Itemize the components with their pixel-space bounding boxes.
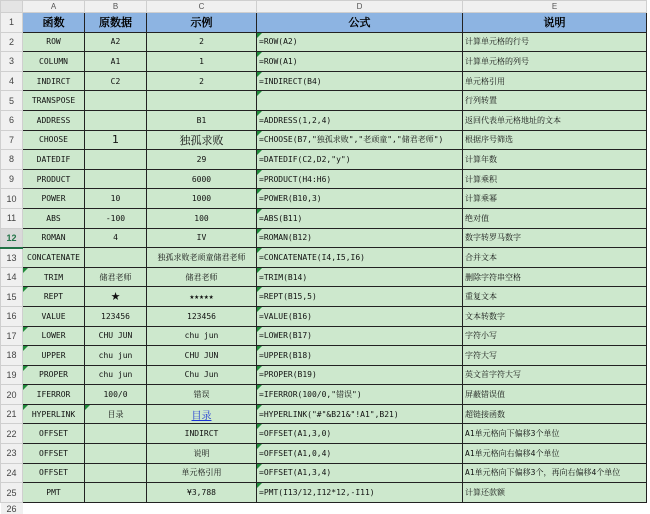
formula-cell[interactable]: =ROW(A1) [257, 52, 463, 72]
description-cell[interactable]: 屏蔽错误值 [463, 385, 647, 405]
table-row [1, 71, 647, 91]
table-row [1, 169, 647, 189]
table-row [1, 483, 647, 503]
description-cell[interactable]: 绝对值 [463, 208, 647, 228]
select-all-corner[interactable] [1, 1, 23, 13]
example-result-cell[interactable]: 说明 [147, 444, 257, 464]
function-name-cell[interactable]: OFFSET [23, 424, 85, 444]
source-data-cell[interactable]: C2 [85, 71, 147, 91]
row-number[interactable]: 7 [1, 130, 23, 150]
example-result-cell[interactable]: 1000 [147, 189, 257, 209]
table-row [1, 32, 647, 52]
row-number[interactable]: 8 [1, 150, 23, 170]
header-cell-description[interactable]: 说明 [463, 13, 647, 33]
description-cell[interactable]: 数字转罗马数字 [463, 228, 647, 248]
row-number[interactable]: 10 [1, 189, 23, 209]
formula-cell[interactable]: =INDIRECT(B4) [257, 71, 463, 91]
function-name-cell[interactable]: PRODUCT [23, 169, 85, 189]
hyperlink-cell[interactable]: 目录 [147, 404, 257, 424]
example-result-cell[interactable]: 单元格引用 [147, 463, 257, 483]
description-cell[interactable]: 计算单元格的列号 [463, 52, 647, 72]
example-result-cell[interactable]: Chu Jun [147, 365, 257, 385]
description-cell[interactable]: A1单元格向下偏移3个单位 [463, 424, 647, 444]
table-row [1, 424, 647, 444]
function-name-cell[interactable]: ADDRESS [23, 110, 85, 130]
header-cell-example[interactable]: 示例 [147, 13, 257, 33]
row-number[interactable]: 11 [1, 208, 23, 228]
row-number[interactable]: 14 [1, 267, 23, 287]
table-row [1, 110, 647, 130]
formula-cell[interactable]: =POWER(B10,3) [257, 189, 463, 209]
function-name-cell[interactable]: OFFSET [23, 463, 85, 483]
example-result-cell[interactable]: IV [147, 228, 257, 248]
filler-row [1, 502, 647, 514]
function-name-cell[interactable]: ROW [23, 32, 85, 52]
source-data-cell[interactable] [85, 91, 147, 111]
description-cell[interactable]: 计算乘幂 [463, 189, 647, 209]
description-cell[interactable]: 行列转置 [463, 91, 647, 111]
row-number[interactable]: 12 [1, 228, 23, 248]
example-result-cell[interactable]: 123456 [147, 306, 257, 326]
function-name-cell[interactable]: ROMAN [23, 228, 85, 248]
description-cell[interactable]: 返回代表单元格地址的文本 [463, 110, 647, 130]
example-result-cell[interactable]: chu jun [147, 326, 257, 346]
function-name-cell[interactable]: ABS [23, 208, 85, 228]
description-cell[interactable]: 英文首字符大写 [463, 365, 647, 385]
source-data-cell[interactable]: 100/0 [85, 385, 147, 405]
example-result-cell[interactable]: 独孤求败老顽童储君老师 [147, 248, 257, 268]
example-result-cell[interactable]: 独孤求败 [147, 130, 257, 150]
row-number[interactable]: 25 [1, 483, 23, 503]
description-cell[interactable]: 文本转数字 [463, 306, 647, 326]
source-data-cell[interactable] [85, 248, 147, 268]
source-data-cell[interactable] [85, 444, 147, 464]
empty-cell[interactable] [463, 502, 647, 514]
table-row [1, 385, 647, 405]
source-data-cell[interactable] [85, 110, 147, 130]
formula-cell[interactable]: =PMT(I13/12,I12*12,-I11) [257, 483, 463, 503]
example-result-cell[interactable]: 储君老师 [147, 267, 257, 287]
description-cell[interactable]: 计算还款额 [463, 483, 647, 503]
function-name-cell[interactable]: PROPER [23, 365, 85, 385]
example-result-cell[interactable]: ¥3,788 [147, 483, 257, 503]
row-number[interactable]: 20 [1, 385, 23, 405]
example-result-cell[interactable] [147, 91, 257, 111]
column-header-c[interactable]: C [147, 1, 257, 13]
source-data-cell[interactable] [85, 424, 147, 444]
description-cell[interactable]: 根据序号筛选 [463, 130, 647, 150]
source-data-cell[interactable] [85, 483, 147, 503]
example-result-cell[interactable]: CHU JUN [147, 346, 257, 366]
table-row [1, 130, 647, 150]
function-name-cell[interactable]: REPT [23, 287, 85, 307]
header-cell-formula[interactable]: 公式 [257, 13, 463, 33]
example-result-cell[interactable]: B1 [147, 110, 257, 130]
empty-cell[interactable] [147, 502, 257, 514]
formula-cell[interactable] [257, 91, 463, 111]
source-data-cell[interactable]: 10 [85, 189, 147, 209]
formula-cell[interactable]: =OFFSET(A1,3,0) [257, 424, 463, 444]
source-data-cell[interactable]: -100 [85, 208, 147, 228]
formula-cell[interactable]: =DATEDIF(C2,D2,"y") [257, 150, 463, 170]
row-number[interactable]: 24 [1, 463, 23, 483]
table-row [1, 150, 647, 170]
formula-cell[interactable]: =OFFSET(A1,3,4) [257, 463, 463, 483]
table-row [1, 306, 647, 326]
function-name-cell[interactable]: CHOOSE [23, 130, 85, 150]
example-result-cell[interactable]: INDIRCT [147, 424, 257, 444]
description-cell[interactable]: 计算乘积 [463, 169, 647, 189]
table-row [1, 189, 647, 209]
table-row [1, 287, 647, 307]
function-name-cell[interactable]: IFERROR [23, 385, 85, 405]
description-cell[interactable]: 单元格引用 [463, 71, 647, 91]
source-data-cell[interactable]: CHU JUN [85, 326, 147, 346]
example-result-cell[interactable]: 29 [147, 150, 257, 170]
table-row [1, 326, 647, 346]
example-result-cell[interactable]: ★★★★★ [147, 287, 257, 307]
example-result-cell[interactable]: 100 [147, 208, 257, 228]
column-header-d[interactable]: D [257, 1, 463, 13]
row-number[interactable]: 15 [1, 287, 23, 307]
empty-cell[interactable] [85, 502, 147, 514]
row-number[interactable]: 23 [1, 444, 23, 464]
example-result-cell[interactable]: 6000 [147, 169, 257, 189]
column-header-e[interactable]: E [463, 1, 647, 13]
row-number[interactable]: 22 [1, 424, 23, 444]
function-name-cell[interactable]: DATEDIF [23, 150, 85, 170]
source-data-cell[interactable] [85, 150, 147, 170]
formula-cell[interactable]: =PROPER(B19) [257, 365, 463, 385]
function-name-cell[interactable]: PMT [23, 483, 85, 503]
row-number[interactable]: 17 [1, 326, 23, 346]
row-number[interactable]: 13 [1, 248, 23, 268]
table-row [1, 346, 647, 366]
example-result-cell[interactable]: 2 [147, 71, 257, 91]
formula-cell[interactable]: =ROW(A2) [257, 32, 463, 52]
example-result-cell[interactable]: 1 [147, 52, 257, 72]
row-number[interactable]: 9 [1, 169, 23, 189]
formula-cell[interactable]: =ABS(B11) [257, 208, 463, 228]
source-data-cell[interactable]: 123456 [85, 306, 147, 326]
example-result-cell[interactable]: 错误 [147, 385, 257, 405]
table-row [1, 444, 647, 464]
source-data-cell[interactable]: A2 [85, 32, 147, 52]
source-data-cell[interactable]: chu jun [85, 346, 147, 366]
row-number[interactable]: 1 [1, 13, 23, 33]
function-name-cell[interactable]: OFFSET [23, 444, 85, 464]
function-name-cell[interactable]: HYPERLINK [23, 404, 85, 424]
formula-cell[interactable]: =ADDRESS(1,2,4) [257, 110, 463, 130]
function-name-cell[interactable]: COLUMN [23, 52, 85, 72]
empty-cell[interactable] [257, 502, 463, 514]
header-cell-source[interactable]: 原数据 [85, 13, 147, 33]
row-number[interactable]: 2 [1, 32, 23, 52]
function-name-cell[interactable]: POWER [23, 189, 85, 209]
function-name-cell[interactable]: VALUE [23, 306, 85, 326]
row-number[interactable]: 6 [1, 110, 23, 130]
source-data-cell[interactable]: chu jun [85, 365, 147, 385]
description-cell[interactable]: 计算年数 [463, 150, 647, 170]
description-cell[interactable]: 字符小写 [463, 326, 647, 346]
source-data-cell[interactable]: 1 [85, 130, 147, 150]
description-cell[interactable]: A1单元格向下偏移3个，再向右偏移4个单位 [463, 463, 647, 483]
row-number[interactable]: 5 [1, 91, 23, 111]
function-name-cell[interactable]: CONCATENATE [23, 248, 85, 268]
table-row [1, 91, 647, 111]
table-row [1, 463, 647, 483]
example-result-cell[interactable]: 2 [147, 32, 257, 52]
formula-cell[interactable]: =ROMAN(B12) [257, 228, 463, 248]
table-row [1, 248, 647, 268]
function-name-cell[interactable]: TRIM [23, 267, 85, 287]
source-data-cell[interactable]: 4 [85, 228, 147, 248]
row-number[interactable]: 21 [1, 404, 23, 424]
row-number[interactable]: 3 [1, 52, 23, 72]
table-row [1, 267, 647, 287]
row-number[interactable]: 18 [1, 346, 23, 366]
header-row [1, 13, 647, 33]
description-cell[interactable]: 合并文本 [463, 248, 647, 268]
formula-cell[interactable]: =CHOOSE(B7,"独孤求败","老顽童","储君老师") [257, 130, 463, 150]
formula-cell[interactable]: =TRIM(B14) [257, 267, 463, 287]
row-number[interactable]: 4 [1, 71, 23, 91]
header-cell-function[interactable]: 函数 [23, 13, 85, 33]
formula-cell[interactable]: =REPT(B15,5) [257, 287, 463, 307]
formula-cell[interactable]: =HYPERLINK("#"&B21&"!A1",B21) [257, 404, 463, 424]
source-data-cell[interactable]: A1 [85, 52, 147, 72]
table-row [1, 365, 647, 385]
function-name-cell[interactable]: INDIRCT [23, 71, 85, 91]
table-row [1, 404, 647, 424]
column-header-b[interactable]: B [85, 1, 147, 13]
source-data-cell[interactable]: 目录 [85, 404, 147, 424]
source-data-cell[interactable] [85, 463, 147, 483]
table-row [1, 228, 647, 248]
row-number[interactable]: 16 [1, 306, 23, 326]
row-number[interactable]: 26 [1, 502, 23, 514]
formula-cell[interactable]: =CONCATENATE(I4,I5,I6) [257, 248, 463, 268]
description-cell[interactable]: 字符大写 [463, 346, 647, 366]
function-name-cell[interactable]: LOWER [23, 326, 85, 346]
description-cell[interactable]: 超链接函数 [463, 404, 647, 424]
source-data-cell[interactable]: 储君老师 [85, 267, 147, 287]
formula-cell[interactable]: =VALUE(B16) [257, 306, 463, 326]
formula-cell[interactable]: =PRODUCT(H4:H6) [257, 169, 463, 189]
source-data-cell[interactable] [85, 169, 147, 189]
formula-cell[interactable]: =UPPER(B18) [257, 346, 463, 366]
function-name-cell[interactable]: TRANSPOSE [23, 91, 85, 111]
function-name-cell[interactable]: UPPER [23, 346, 85, 366]
formula-cell[interactable]: =IFERROR(100/0,"错误") [257, 385, 463, 405]
table-row [1, 52, 647, 72]
description-cell[interactable]: 删除字符串空格 [463, 267, 647, 287]
description-cell[interactable]: 重复文本 [463, 287, 647, 307]
description-cell[interactable]: A1单元格向右偏移4个单位 [463, 444, 647, 464]
formula-cell[interactable]: =OFFSET(A1,0,4) [257, 444, 463, 464]
table-row [1, 208, 647, 228]
column-header-row [1, 1, 647, 13]
formula-cell[interactable]: =LOWER(B17) [257, 326, 463, 346]
description-cell[interactable]: 计算单元格的行号 [463, 32, 647, 52]
column-header-a[interactable]: A [23, 1, 85, 13]
row-number[interactable]: 19 [1, 365, 23, 385]
source-data-cell[interactable]: ★ [85, 287, 147, 307]
empty-cell[interactable] [23, 502, 85, 514]
